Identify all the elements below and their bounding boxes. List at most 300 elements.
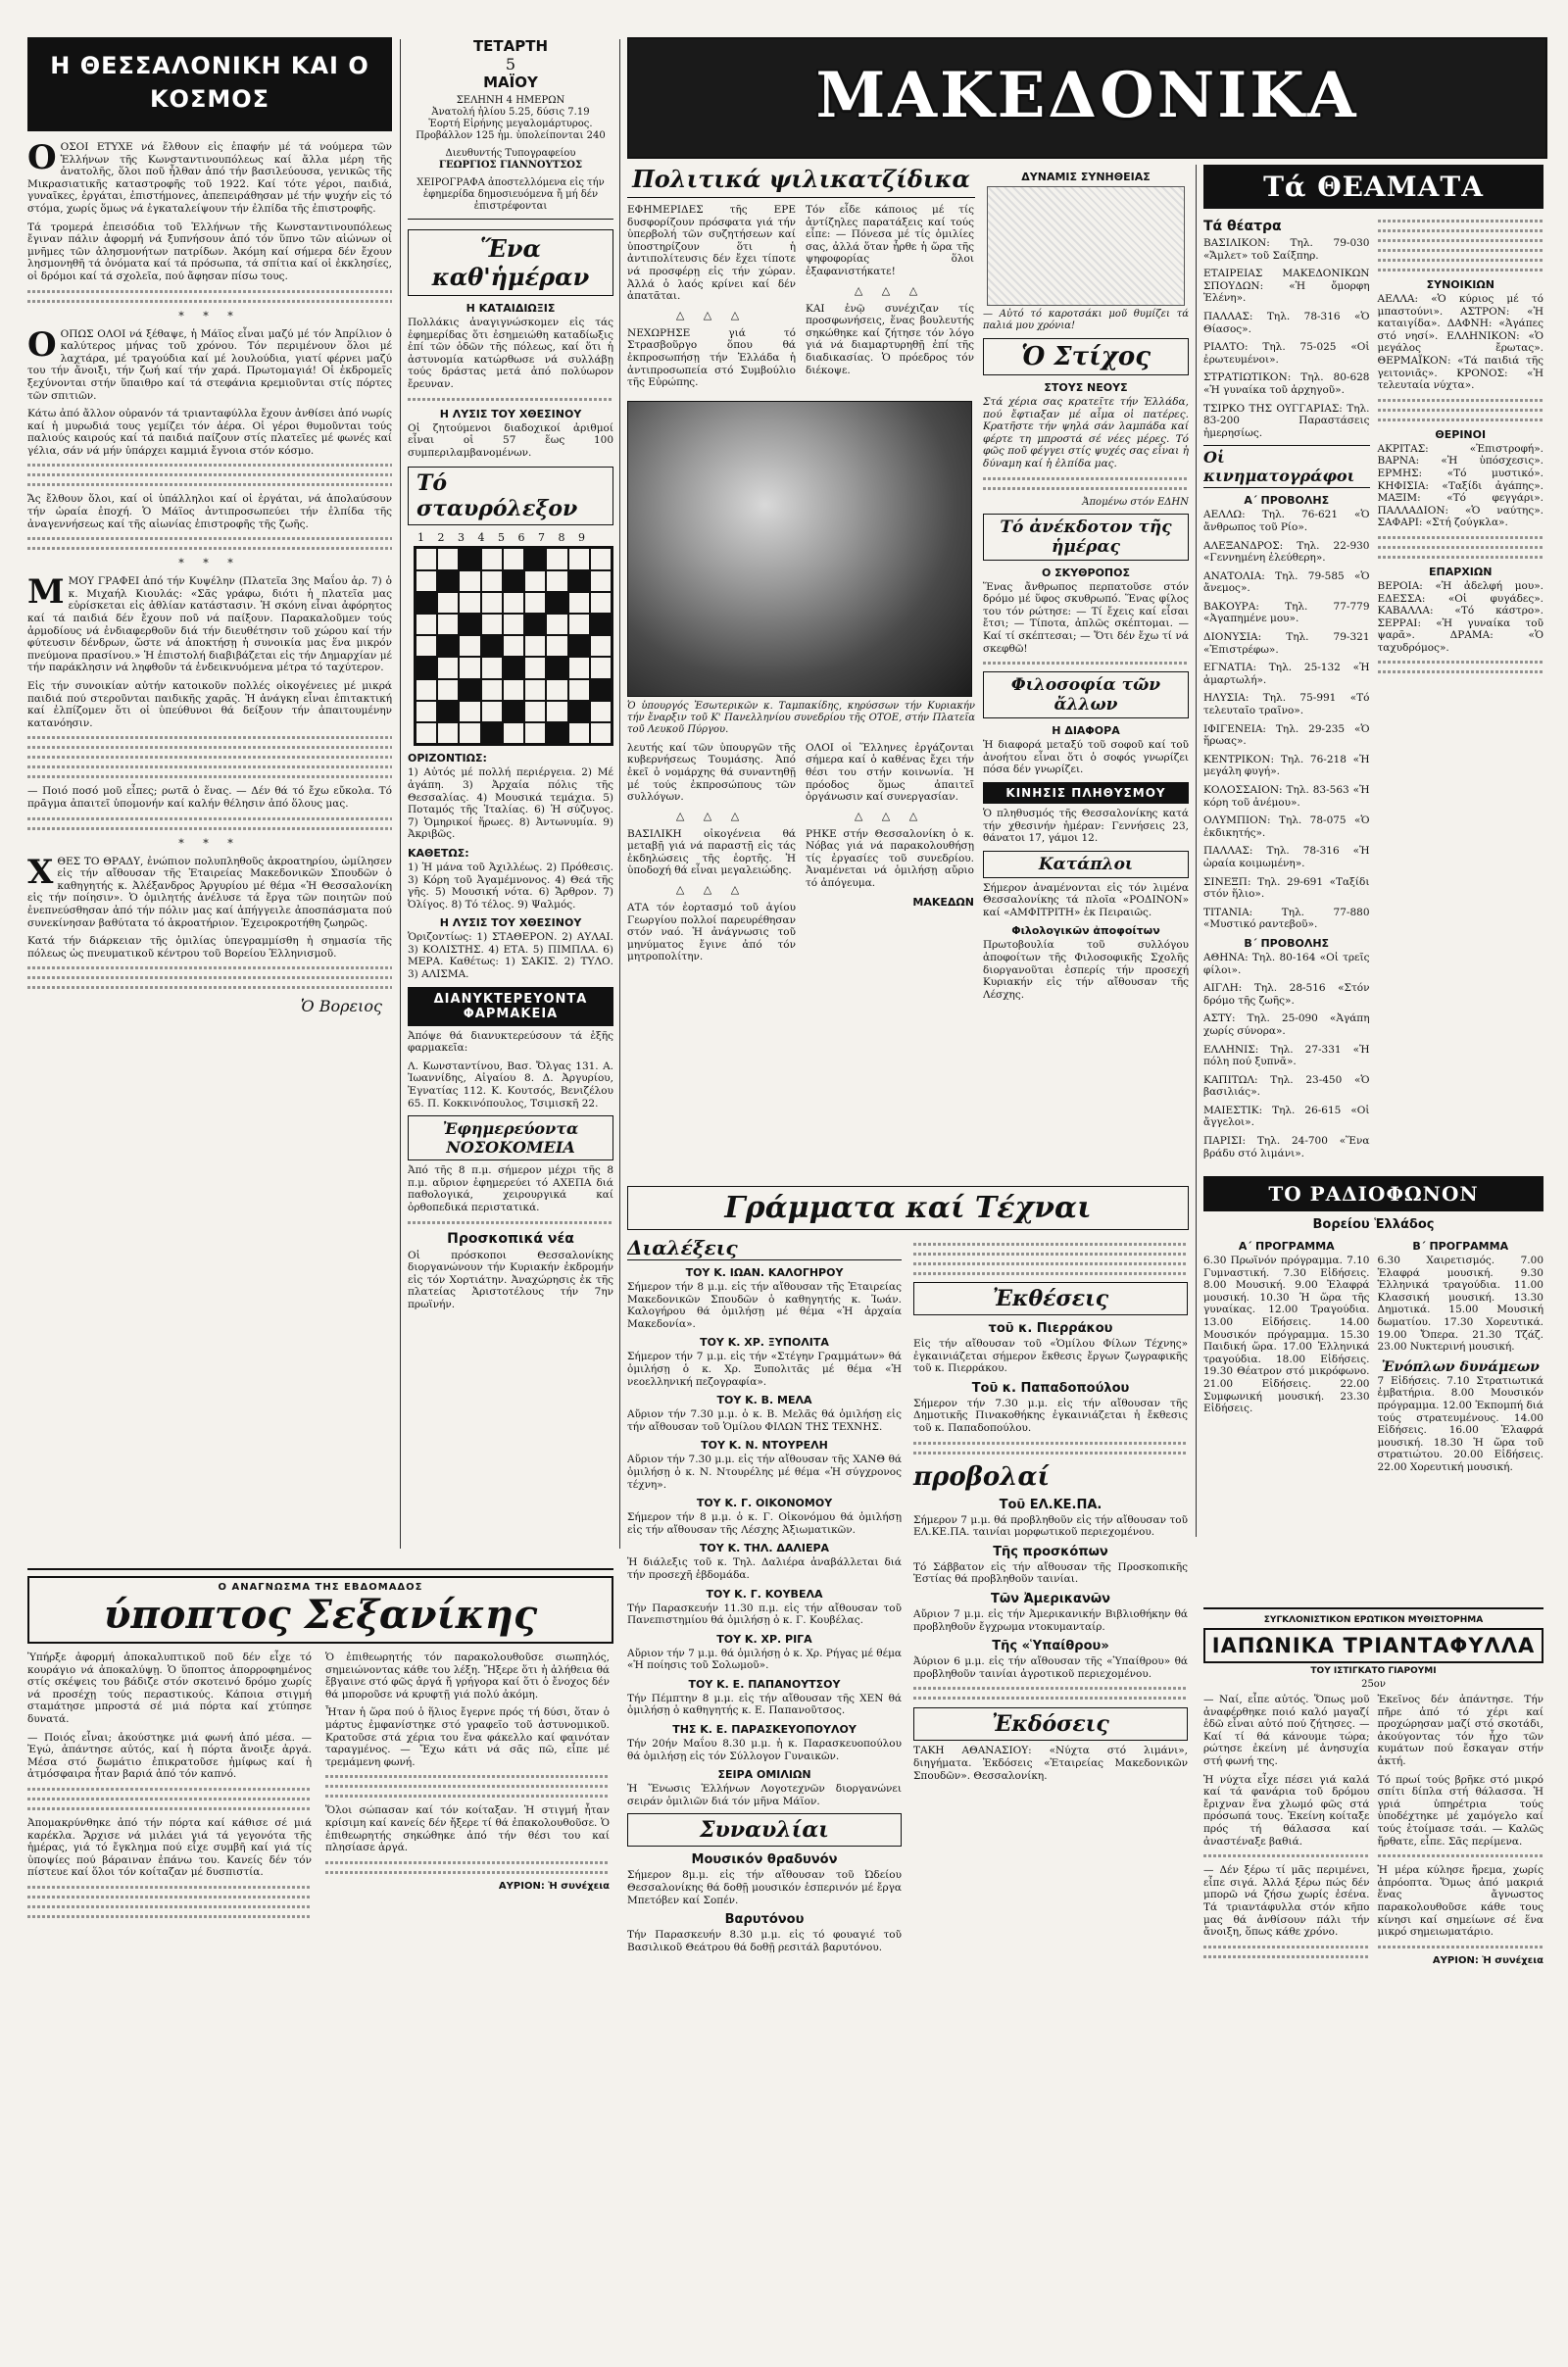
text-filler	[913, 1697, 1188, 1700]
screening-heading: Τῶν Ἀμερικανῶν	[991, 1591, 1110, 1606]
drop-cap: X	[27, 852, 54, 892]
theatre-entry: ΒΑΣΙΛΙΚΟΝ: Τηλ. 79-030 «Ἄμλετ» τοῦ Σαίξπηρ.	[1203, 237, 1370, 262]
text-filler	[27, 1915, 312, 1918]
date-number: 5	[505, 55, 516, 74]
concert-text: Τήν Παρασκευήν 8.30 μ.μ. εἰς τό φουαγιέ τοῦ Βασιλικοῦ Θεάτρου θά δοθῇ ρεσιτάλ βαρυτόνου.	[627, 1929, 902, 1953]
politics-section	[627, 165, 975, 1331]
theatres-list	[1203, 237, 1370, 439]
text-filler	[913, 1452, 1188, 1455]
politics-text: ΡΗΚΕ στήν Θεσσαλονίκη ὁ κ. Νόβας γιά νά παρακολουθήσῃ τίς ἐργασίες τοῦ συνεδρίου. Ἀναμένεται νά ὁμιλήσῃ αὔριο τό ἀπόγευμα.	[806, 827, 974, 890]
text-filler	[913, 1243, 1188, 1246]
text-filler	[27, 1905, 312, 1908]
cinema-entry: ΚΑΠΙΤΩΛ: Τηλ. 23-450 «Ὁ βασιλιάς».	[1203, 1073, 1370, 1099]
text-filler	[913, 1272, 1188, 1275]
text-filler	[27, 1896, 312, 1899]
article-paragraph	[27, 852, 392, 930]
text-filler	[1203, 1946, 1370, 1948]
masthead	[627, 37, 1547, 159]
cinema-entry: ΙΦΙΓΕΝΕΙΑ: Τηλ. 29-235 «Ὁ ἥρωας».	[1203, 722, 1370, 748]
daily-answer-label: Η ΛΥΣΙΣ ΤΟΥ ΧΘΕΣΙΝΟΥ	[439, 407, 582, 420]
cinema-entry: ΑΘΗΝΑ: Τηλ. 80-164 «Οἱ τρεῖς φίλοι».	[1203, 951, 1370, 976]
features-column	[983, 165, 1189, 1331]
article-paragraph	[27, 572, 392, 674]
weekly-col-right	[325, 1652, 610, 1925]
japan-header	[1203, 1615, 1544, 1690]
politics-signature: ΜΑΚΕΔΩΝ	[912, 895, 974, 909]
shows-col-left	[1203, 213, 1370, 1165]
hospitals-text: Ἀπό τῆς 8 π.μ. σήμερον μέχρι τῆς 8 π.μ. αὔριον ἐφημερεύει τό ΑΧΕΠΑ διά παθολογικά, χειρουργικά καί ὀρθοπεδικά περιστατικά.	[408, 1164, 613, 1213]
serial-text: Ἡ μέρα κύλησε ἤρεμα, χωρίς ἀπρόοπτα. Ὅμως ἀπό μακριά ἕνας ἄγνωστος παρακολουθοῦσε κάθε τους κίνησι καί σημείωνε σέ ἕνα μικρό σημειωματάριο.	[1377, 1864, 1544, 1939]
graduates-title: Φιλολογικῶν ἀποφοίτων	[1011, 924, 1160, 938]
serial-text: Ὅλοι σώπασαν καί τόν κοίταξαν. Ἡ στιγμή ἦταν κρίσιμη καί κανείς δέν ἤξερε τί θά ἐπακολουθοῦσε. Ὁ ἐπιθεωρητής σηκώθηκε ἀπό τήν θέσι του καί πλησίασε ἀργά.	[325, 1804, 610, 1854]
text-filler	[325, 1785, 610, 1788]
first-run-heading: Α΄ ΠΡΟΒΟΛΗΣ	[1244, 494, 1330, 508]
text-filler	[27, 827, 392, 830]
screening-heading: Τῆς προσκόπων	[993, 1544, 1108, 1559]
japan-col-right	[1378, 1694, 1544, 1966]
lecture-heading: ΤΟΥ Κ. ΙΩΑΝ. ΚΑΛΟΓΗΡΟΥ	[685, 1266, 844, 1279]
article-text: ΘΕΣ ΤΟ ΘΡΑΔΥ, ἐνώπιον πολυπληθοῦς ἀκροατηρίου, ὡμίλησεν εἰς τήν αἴθουσαν τῆς Ἑταιρείας Μακεδονικῶν Σπουδῶν ὁ καθηγητής κ. Ἀλέξανδρος Ἀργυρίου μέ θέμα «Ἡ Θεσσαλονίκη εἰς τήν ποίησιν». Ὁ ὁμιλητής ἀνέλυσε τά ἔργα τῶν ποιητῶν πού ἐνεπνεύσθησαν ἀπό τήν πόλιν μας καί ἀπήγγειλε ἀποσπάσματα πού συνεκίνησαν βαθύτατα τό ἀκροατήριον. Ἐχειροκροτήθη ζωηρῶς.	[27, 855, 392, 929]
daily-subtitle: Η ΚΑΤΑΙΔΙΩΞΙΣ	[466, 302, 556, 315]
lecture-text: Σήμερον τήν 8 μ.μ. ὁ κ. Γ. Οἰκονόμου θά ὁμιλήσῃ εἰς τήν αἴθουσαν τῆς Λέσχης Ἀξιωματικῶν.	[627, 1511, 902, 1536]
lecture-text: Ἡ διάλεξις τοῦ κ. Τηλ. Δαλιέρα ἀναβάλλεται διά τήν προσεχῆ ἑβδομάδα.	[627, 1556, 902, 1581]
program-b-heading: Β΄ ΠΡΟΓΡΑΜΜΑ	[1412, 1240, 1509, 1253]
lecture-heading: ΤΟΥ Κ. ΤΗΛ. ΔΑΛΙΕΡΑ	[699, 1542, 830, 1555]
japan-title: ΙΑΠΩΝΙΚΑ ΤΡΙΑΝΤΑΦΥΛΛΑ	[1203, 1628, 1544, 1663]
text-filler	[27, 756, 392, 759]
left-column	[27, 37, 392, 1552]
politics-text: λευτής καί τῶν ὑπουργῶν τῆς κυβερνήσεως Τουμάσης. Ἀπό ἐκεῖ ὁ νομάρχης θά συναντηθῇ μέ τούς ἐκπροσώπους τῶν συλλόγων.	[627, 741, 796, 804]
article-paragraph: — Ποιό ποσό μοῦ εἶπες; ρωτᾶ ὁ ἕνας. — Δέν θά τό ἔχω εὔκολα. Τό πρᾶγμα ἀπαιτεῖ ὑπομονήν καί καλήν θέλησιν ἀπό ὅλους μας.	[27, 785, 392, 810]
serial-text: Ἐκεῖνος δέν ἀπάντησε. Τήν πῆρε ἀπό τό χέρι καί προχώρησαν μαζί στό σκοτάδι, ἀκούγοντας τόν ἦχο τῶν κυμάτων πού ἔσκαγαν στήν ἀκτή.	[1377, 1694, 1544, 1767]
politics-bottom-columns	[627, 742, 975, 969]
text-filler	[1378, 546, 1544, 549]
section-separator: △ △ △	[675, 809, 748, 822]
concert-heading: Μουσικόν θραδυνόν	[691, 1852, 838, 1868]
text-filler	[1378, 229, 1544, 232]
lectures-title: Διαλέξεις	[627, 1236, 902, 1260]
graduates-text: Πρωτοβουλία τοῦ συλλόγου ἀποφοίτων τῆς Φιλοσοφικῆς Σχολῆς διοργανοῦται ἑσπερίς τήν προσεχή Κυριακήν εἰς τήν αἴθουσαν τῆς Λέσχης.	[983, 939, 1189, 1001]
text-filler	[325, 1775, 610, 1778]
cartoon-caption: — Αὐτό τό καροτσάκι μοῦ θυμίζει τά παλιά μου χρόνια!	[983, 309, 1189, 331]
cinema-entry: ΠΑΛΛΑΣ: Τηλ. 78-316 «Ἡ ὡραία κοιμωμένη».	[1203, 845, 1370, 869]
article-paragraph	[27, 324, 392, 403]
text-filler	[1378, 239, 1544, 242]
text-filler	[1378, 419, 1544, 421]
serial-text: Ἡ νύχτα εἶχε πέσει γιά καλά καί τά φανάρια τοῦ δρόμου ἔριχναν ἕνα χλωμό φῶς στά πρόσωπά τους. Ἐκείνη κοίταξε πρός τή θάλασσα καί ἀναστέναξε βαθιά.	[1203, 1773, 1370, 1848]
cinema-entry: ΑΣΤΥ: Τηλ. 25-090 «Ἀγάπη χωρίς σύνορα».	[1203, 1012, 1370, 1037]
anecdote-subtitle: Ο ΣΚΥΘΡΟΠΟΣ	[1041, 566, 1131, 579]
population-text: Ὁ πληθυσμός τῆς Θεσσαλονίκης κατά τήν χθεσινήν ἡμέραν: Γεννήσεις 23, θάνατοι 17, γάμοι 12.	[983, 807, 1189, 845]
date-info: Ἑορτή Εἰρήνης μεγαλομάρτυρος. Προβάλλον 125 ἡμ. ὑπολείπονται 240	[416, 119, 606, 141]
shows-title: Τά ΘΕΑΜΑΤΑ	[1203, 165, 1544, 209]
cinema-entry: ΑΝΑΤΟΛΙΑ: Τηλ. 79-585 «Ὁ ἄνεμος».	[1203, 569, 1370, 595]
text-filler	[27, 966, 392, 969]
poem-subtitle: ΣΤΟΥΣ ΝΕΟΥΣ	[1044, 381, 1128, 394]
politics-title: Πολιτικά ψιλικατζίδικα	[627, 165, 975, 198]
program-a-text: 6.30 Πρωϊνόν πρόγραμμα. 7.10 Γυμναστική. 7.30 Εἰδήσεις. 8.00 Μουσική. 9.00 Ἐλαφρά μουσική. 10.30 Ἡ ὥρα τῆς γυναίκας. 12.00 Τραγούδια. 13.00 Εἰδήσεις. 14.00 Μουσικόν πρόγραμμα. 15.30 Παιδική ὥρα. 17.00 Ἑλληνικά τραγούδια. 18.00 Εἰδήσεις. 19.30 Θέατρον στό μικρόφωνο. 21.00 Εἰδήσεις. 22.00 Συμφωνική μουσική. 23.30 Εἰδήσεις.	[1203, 1255, 1370, 1415]
text-filler	[27, 775, 392, 778]
exhibitions-title: Ἐκθέσεις	[913, 1282, 1188, 1315]
text-filler	[27, 1788, 312, 1791]
text-filler	[1378, 249, 1544, 252]
section-header-text: Η ΘΕΣΣΑΛΟΝΙΚΗ ΚΑΙ Ο ΚΟΣΜΟΣ	[50, 52, 369, 113]
second-run-heading: Β΄ ΠΡΟΒΟΛΗΣ	[1244, 936, 1330, 950]
radio-title: ΤΟ ΡΑΔΙΟΦΩΝΟΝ	[1203, 1176, 1544, 1211]
lecture-text: Σήμερον τήν 7 μ.μ. εἰς τήν «Στέγην Γραμμάτων» θά ὁμιλήσῃ ὁ κ. Χρ. Ξυπολιτᾶς μέ θέμα «Ἡ νεοελληνική πεζογραφία».	[627, 1351, 902, 1388]
cinemas-heading: Οἱ κινηματογράφοι	[1203, 445, 1370, 488]
suburbs-heading: ΣΥΝΟΙΚΙΩΝ	[1426, 278, 1494, 291]
publications-title: Ἐκδόσεις	[913, 1707, 1188, 1741]
anecdote-text: Ἕνας ἄνθρωπος περπατοῦσε στόν δρόμο μέ ὕφος σκυθρωπό. Ἕνας φίλος του τόν ρώτησε: — Τί ἔχεις καί εἶσαι ἔτσι; — Τίποτα, ἀπλῶς σκέπτομαι. — Καί τί σκέπτεσαι; — Ὅτι δέν ἔχω τί νά σκεφθῶ!	[983, 580, 1189, 655]
poem-title: Ὁ Στίχος	[983, 338, 1189, 375]
screenings-title: προβολαί	[913, 1461, 1051, 1492]
poem-author: Ἀπομένω στόν ΕΔΗΝ	[1082, 496, 1189, 508]
events-column	[913, 1236, 1188, 1959]
crossword-title: Τό σταυρόλεξον	[408, 467, 613, 525]
serial-text: Ὁ ἐπιθεωρητής τόν παρακολουθοῦσε σιωπηλός, σημειώνοντας κάθε του λέξη. Ἤξερε ὅτι ἡ ἀλήθεια θά ἔβγαινε στό φῶς ἀργά ἤ γρήγορα καί ὅτι ὁ ἔνοχος δέν θά μποροῦσε νά κρυφτῇ γιά πολύ ἀκόμη.	[325, 1652, 610, 1701]
lecture-text: Σήμερον τήν 8 μ.μ. εἰς τήν αἴθουσαν τῆς Ἑταιρείας Μακεδονικῶν Σπουδῶν ὁ καθηγητής κ. Ἰωάν. Καλογήρου θά ὁμιλήσῃ μέ θέμα «Ἡ ἀρχαία Μακεδονία».	[627, 1281, 902, 1330]
politics-text: ΝΕΧΩΡΗΣΕ γιά τό Στρασβοῦργο ὅπου θά ἐκπροσωπήσῃ τήν Ἑλλάδα ἡ ἀντιπροσωπεία στό Συμβούλιο τῆς Εὐρώπης.	[627, 326, 796, 389]
daily-title: Ἕνα καθ'ἡμέραν	[408, 229, 613, 296]
text-filler	[325, 1871, 610, 1874]
crossword-down-clues: 1) Ἡ μάνα τοῦ Ἀχιλλέως. 2) Πρόθεσις. 3) Κόρη τοῦ Ἀγαμέμνονος. 4) Θεά τῆς γῆς. 5) Μουσική νότα. 6) Ἄρθρον. 7) Ὀλίγος. 8) Τό τέλος. 9) Ψαλμός.	[408, 861, 613, 911]
section-separator: * * *	[178, 309, 241, 322]
text-filler	[913, 1442, 1188, 1445]
japan-kicker: ΣΥΓΚΛΟΝΙΣΤΙΚΟΝ ΕΡΩΤΙΚΟΝ ΜΥΘΙΣΤΟΡΗΜΑ	[1263, 1615, 1484, 1625]
text-filler	[408, 398, 613, 401]
serial-text: Ὑπήρξε ἀφορμή ἀποκαλυπτικοῦ ποῦ δέν εἶχε τό κουράγιο νά ἀποκαλύψῃ. Ὁ ὕποπτος ἀπορροφημένος στίς σκέψεις του βάδιζε στόν σκοτεινό δρόμο χωρίς νά προσέχῃ τούς περαστικούς. Κάποια στιγμή σταμάτησε μπροστά σέ μιά πόρτα καί χτύπησε δυνατά.	[27, 1652, 312, 1725]
screening-heading: Τοῦ ΕΛ.ΚΕ.ΠΑ.	[999, 1497, 1102, 1512]
lecture-text: Τήν Παρασκευήν 11.30 π.μ. εἰς τήν αἴθουσαν τοῦ Πανεπιστημίου θά ὁμιλήσῃ ὁ κ. Γ. Κουβέλας.	[627, 1602, 902, 1627]
masthead-title: ΜΑΚΕΔΟΝΙΚΑ	[815, 59, 1359, 132]
serial-text: — Ναί, εἶπε αὐτός. Ὅπως μοῦ ἀναφέρθηκε ποιό καλό μαγαζί ἐδῶ εἶναι αὐτό πού ζήτησες. — Καί τί θά κάνουμε τώρα; ρώτησε ἐκείνη μέ ἀνησυχία στή φωνή της.	[1203, 1694, 1370, 1767]
letters-arts-title: Γράμματα καί Τέχναι	[627, 1186, 1189, 1230]
japan-author: ΤΟΥ ΙΣΤΙΓΚΑΤΟ ΓΙΑΡΟΥΜΙ	[1310, 1666, 1437, 1676]
section-header-thessaloniki	[27, 37, 392, 131]
cinema-entry: ΑΙΓΛΗ: Τηλ. 28-516 «Στόν δρόμο τῆς ζωῆς».	[1203, 982, 1370, 1007]
weekly-title: ύποπτος Σεξανίκης	[103, 1592, 538, 1638]
theatre-entry: ΕΤΑΙΡΕΙΑΣ ΜΑΚΕΔΟΝΙΚΩΝ ΣΠΟΥΔΩΝ: «Ἡ ὄμορφη Ἑλένη».	[1203, 268, 1370, 305]
ships-title: Κατάπλοι	[983, 851, 1189, 878]
armed-forces-heading: Ἐνόπλων δυνάμεων	[1381, 1358, 1540, 1375]
text-filler	[27, 1886, 312, 1889]
column-rule	[1196, 165, 1197, 1537]
article-paragraph: Τά τρομερά ἐπεισόδια τοῦ Ἑλλήνων τῆς Κωνσταντινουπόλεως ἔγιναν πάλιν ἀφορμή νά ξυπνήσουν ἀπό τόν ὕπνο τῶν αἰώνων οἱ μνῆμες τῶν ἀλησμονήτων πατρίδων. Ἀκόμη καί σήμερα δέν ἔχουν λησμονηθῆ τά ὀνόματα καί τά πρόσωπα, τά σπίτια καί οἱ ἐκκλησίες, οἱ δρόμοι καί τά σχολεῖα, πού ἄφησαν πίσω τους.	[27, 221, 392, 282]
daily-answer: Οἱ ζητούμενοι διαδοχικοί ἀριθμοί εἶναι οἱ 57 ἕως 100 συμπεριλαμβανομένων.	[408, 421, 613, 459]
text-filler	[27, 483, 392, 486]
serial-continues: ΑΥΡΙΟΝ: Ἡ συνέχεια	[498, 1880, 610, 1892]
crossword-across-clues: 1) Αὐτός μέ πολλή περιέργεια. 2) Μέ ἀγάπη. 3) Ἀρχαία πόλις τῆς Θεσσαλίας. 4) Μουσικά τεμάχια. 5) Ποταμός τῆς Ἰταλίας. 6) Ἡ σύζυγος. 7) Ὁμηρικοί ἥρωες. 8) Ἀντωνυμία. 9) Ἀκριβῶς.	[408, 766, 613, 841]
daily-text: Πολλάκις ἀναγιγνώσκομεν εἰς τάς ἐφημερίδας ὅτι ἐσημειώθη καταδίωξις ἐπί τῶν ὁδῶν τῆς πόλεως, καί ὅτι ἡ ἀστυνομία κατώρθωσε νά συλλάβῃ τούς δράστας μετά ἀπό πολύωρον ἔρευναν.	[408, 317, 613, 390]
cinema-entry: ΚΟΛΟΣΣΑΙΟΝ: Τηλ. 83-563 «Ἡ κόρη τοῦ ἀνέμου».	[1203, 784, 1370, 809]
serial-text: Ἦταν ἡ ὥρα πού ὁ ἥλιος ἔγερνε πρός τή δύσι, ὅταν ὁ μάρτυς ἐμφανίστηκε στό γραφεῖο τοῦ ἀστυνομικοῦ. Κρατοῦσε στά χέρια του ἕνα φάκελλο καί φαινόταν ταραγμένος. — Ἔχω κάτι νά σᾶς πῶ, εἶπε μέ τρεμάμενη φωνή.	[325, 1706, 610, 1768]
text-filler	[983, 487, 1189, 490]
concert-text: Σήμερον 8μ.μ. εἰς τήν αἴθουσαν τοῦ Ὠδείου Θεσσαλονίκης θά δοθῇ μουσικόν ἑσπερινόν μέ ἔργα Μπετόβεν καί Σοπέν.	[627, 1869, 902, 1906]
date-sun: Ἀνατολή ἡλίου 5.25, δύσις 7.19	[431, 107, 590, 118]
theatre-entry: ΤΣΙΡΚΟ ΤΗΣ ΟΥΓΓΑΡΙΑΣ: Τηλ. 83-200 Παραστάσεις ἡμερησίως.	[1203, 402, 1370, 439]
lecture-heading: ΤΟΥ Κ. ΧΡ. ΡΙΓΑ	[716, 1632, 812, 1646]
serial-text: — Δέν ξέρω τί μᾶς περιμένει, εἶπε σιγά. Ἀλλά ξέρω πώς δέν μπορῶ νά ζήσω χωρίς ἐσένα. Τά τριαντάφυλλα στόν κῆπο μας θά ἀνθίσουν πάλι τήν ἄνοιξη, ὅπως κάθε χρόνο.	[1203, 1864, 1370, 1939]
anecdote-title: Τό ἀνέκδοτον τῆς ἡμέρας	[983, 514, 1189, 561]
habit-title: ΔΥΝΑΜΙΣ ΣΥΝΗΘΕΙΑΣ	[1021, 171, 1151, 183]
hospitals-title: Ἐφημερεύοντα ΝΟΣΟΚΟΜΕΙΑ	[408, 1115, 613, 1160]
editor-name: ΓΕΩΡΓΙΟΣ ΓΙΑΝΝΟΥΤΣΟΣ	[438, 160, 583, 171]
cinema-entry: ΠΑΡΙΣΙ: Τηλ. 24-700 «Ἕνα βράδυ στό λιμάνι».	[1203, 1135, 1370, 1159]
letters-arts-section	[627, 1186, 1189, 2342]
text-filler	[27, 473, 392, 476]
middle-left-column	[408, 37, 613, 1552]
politics-text: ΟΛΟΙ οἱ Ἕλληνες ἐργάζονται σήμερα καί ὁ καθένας ἔχει τήν θέσι του στήν κοινωνία. Ἡ πρόοδος ὅμως ἀπαιτεῖ ὀργάνωσιν καί συνεργασίαν.	[806, 741, 974, 804]
shows-col-right	[1378, 213, 1544, 1165]
cinema-entry: ΑΛΕΞΑΝΔΡΟΣ: Τηλ. 22-930 «Γεννημένη ἐλεύθερη».	[1203, 539, 1370, 565]
text-filler	[1378, 1854, 1544, 1857]
radio-col-right	[1378, 1234, 1544, 1480]
screening-heading: Τῆς «Ὑπαίθρου»	[992, 1639, 1109, 1654]
cinema-entry: ΚΕΝΤΡΙΚΟΝ: Τηλ. 76-218 «Ἡ μεγάλη φυγή».	[1203, 753, 1370, 778]
letters-columns	[627, 1236, 1189, 1959]
cinema-entry: ΤΙΤΑΝΙΑ: Τηλ. 77-880 «Μυστικό ραντεβοῦ».	[1203, 906, 1370, 931]
text-filler	[408, 1221, 613, 1224]
cinema-entry: ΒΑΚΟΥΡΑ: Τηλ. 77-779 «Ἀγαπημένε μου».	[1203, 600, 1370, 625]
article-paragraph: Ἄς ἔλθουν ὅλοι, καί οἱ ὑπάλληλοι καί οἱ ἐργάται, νά ἀπολαύσουν τήν ὡραία ἐποχή. Ὁ Μάϊος ἀντιπροσωπεύει τήν ἐλπίδα τῆς ἀναγεννήσεως καί τῆς αἰωνίας ἐπιστροφῆς τῆς ζωῆς.	[27, 493, 392, 530]
text-filler	[913, 1253, 1188, 1256]
province-heading: ΕΠΑΡΧΙΩΝ	[1429, 565, 1493, 578]
lecture-heading: ΤΟΥ Κ. Γ. ΟΙΚΟΝΟΜΟΥ	[696, 1497, 833, 1510]
population-title: ΚΙΝΗΣΙΣ ΠΛΗΘΥΣΜΟΥ	[983, 782, 1189, 804]
column-rule	[619, 39, 620, 1549]
article-paragraph: Εἰς τήν συνοικίαν αὐτήν κατοικοῦν πολλές οἰκογένειες μέ μικρά παιδιά πού στεροῦνται παιδικῆς χαρᾶς. Ἡ ἀνάγκη εἶναι ἐπιτακτική καί ἐλπίζομεν ὅτι οἱ ὑπεύθυνοι θά δείξουν τήν ἀπαιτουμένην κατανόησιν.	[27, 680, 392, 729]
politics-col-2	[806, 204, 974, 395]
screening-text: Τό Σάββατον εἰς τήν αἴθουσαν τῆς Προσκοπικῆς Ἑστίας θά προβληθοῦν ταινίαι.	[913, 1560, 1188, 1586]
column-signature: Ὁ Βορειος	[300, 997, 382, 1016]
editor-label: Διευθυντής Τυπογραφείου	[445, 148, 576, 159]
politics-text: ΑΤΑ τόν ἑορτασμό τοῦ ἁγίου Γεωργίου πολλοί παρευρέθησαν στόν ναό. Ἡ ἀνάγνωσις τοῦ μηνύματος ἔγινε ἀπό τόν μητροπολίτην.	[627, 902, 796, 963]
text-filler	[1378, 269, 1544, 271]
philosophy-text: Ἡ διαφορά μεταξύ τοῦ σοφοῦ καί τοῦ ἀνοήτου εἶναι ὅτι ὁ σοφός γνωρίζει πόσα δέν γνωρίζει.	[983, 739, 1189, 776]
exhibition-heading: τοῦ κ. Πιερράκου	[988, 1321, 1113, 1336]
section-separator: △ △ △	[675, 883, 748, 897]
lecture-text: Τήν Πέμπτην 8 μ.μ. εἰς τήν αἴθουσαν τῆς ΧΕΝ θά ὁμιλήσῃ ὁ καθηγητής κ. Ε. Παπανοῦτσος.	[627, 1692, 902, 1717]
summer-heading: ΘΕΡΙΝΟΙ	[1435, 427, 1487, 441]
manuscripts-notice: ΧΕΙΡΟΓΡΑΦΑ ἀποστελλόμενα εἰς τήν ἐφημερίδα δημοσιευόμενα ἤ μή δέν ἐπιστρέφονται	[416, 177, 605, 212]
section-separator: △ △ △	[854, 809, 926, 822]
cinema-entry: ΜΑΙΕΣΤΙΚ: Τηλ. 26-615 «Οἱ ἄγγελοι».	[1203, 1104, 1370, 1129]
screening-text: Ἀύριον 6 μ.μ. εἰς τήν αἴθουσαν τῆς «Ὑπαίθρου» θά προβληθοῦν ταινίαι ἀγροτικοῦ περιεχομένου.	[913, 1655, 1188, 1680]
serial-text: — Ποιός εἶναι; ἀκούστηκε μιά φωνή ἀπό μέσα. — Ἐγώ, ἀπάντησε αὐτός, καί ἡ πόρτα ἄνοιξε ἀργά. Μέσα στό δωμάτιο ἐπικρατοῦσε ἡμίφως καί ἡ ἀτμόσφαιρα ἦταν βαριά ἀπό τόν καπνό.	[27, 1731, 312, 1781]
column-rule	[400, 39, 401, 1549]
article-text: ΜΟΥ ΓΡΑΦΕΙ ἀπό τήν Κυψέλην (Πλατεῖα 3ης Μαΐου ἀρ. 7) ὁ κ. Μιχαήλ Κιουλάς: «Σᾶς γράφω, διότι ἡ πλατεῖα μας εὑρίσκεται εἰς ἀθλίαν κατάστασιν. Ἡ σκόνη εἶναι ἀφόρητος καί τά παιδιά δέν ἔχουν ποῦ νά παίξουν. Παρακαλοῦμεν τούς ἁρμοδίους νά ἐνδιαφερθοῦν διά τήν διευθέτησιν τοῦ χώρου καί τήν φύτευσιν δένδρων, ὥστε νά ἀποκτήσῃ ἡ συνοικία μας ἕνα μικρόν πνεύμονα πρασίνου.» Ἡ ἐπιστολή διαβιβάζεται εἰς τήν Δημαρχίαν μέ τήν παράκλησιν νά ληφθοῦν τά ἐνδεικνυόμενα μέτρα τό ταχύτερον.	[27, 575, 392, 674]
text-filler	[1378, 536, 1544, 539]
crossword-answer: Ὁριζοντίως: 1) ΣΤΑΘΕΡΟΝ. 2) ΑΥΛΑΙ. 3) ΚΟΛΙΣΤΗΣ. 4) ΕΤΑ. 5) ΠΙΜΠΛΑ. 6) ΜΕΡΑ. Καθέτως: 1) ΣΑΚΙΣ. 2) ΤΥΛΟ. 3) ΑΛΙΣΜΑ.	[408, 931, 613, 981]
date-day: ΤΕΤΑΡΤΗ	[472, 37, 549, 55]
weekly-kicker: Ο ΑΝΑΓΝΩΣΜΑ ΤΗΣ ΕΒΔΟΜΑΔΟΣ	[218, 1582, 423, 1593]
lecture-heading: ΤΟΥ Κ. ΧΡ. ΞΥΠΟΛΙΤΑ	[700, 1336, 829, 1350]
exhibition-text: Εἰς τήν αἴθουσαν τοῦ «Ὁμίλου Φίλων Τέχνης» ἐγκαινιάζεται σήμερον ἔκθεσις ἔργων ζωγραφικῆς τοῦ κ. Πιερράκου.	[913, 1338, 1188, 1375]
crossword-numbers: 1 2 3 4 5 6 7 8 9	[417, 531, 590, 545]
poem-text: Στά χέρια σας κρατεῖτε τήν Ἑλλάδα, πού ἔφτιαξαν μέ αἷμα οἱ πατέρες. Κρατῆστε τήν ψηλά σάν λαμπάδα καί φέρτε τη μπροστά σέ νέες μέρες. Τό φῶς ποῦ φέγγει στίς ψυχές σας εἶναι ἡ δύναμη καί ἡ ἐλπίδα μας.	[983, 396, 1189, 469]
exhibition-heading: Τοῦ κ. Παπαδοπούλου	[971, 1380, 1130, 1396]
photo-caption: Ὁ ὑπουργός Ἐσωτερικῶν κ. Ταμπακίδης, κηρύσσων τήν Κυριακήν τήν ἔναρξιν τοῦ Κ' Πανελληνίου συνεδρίου τῆς ΟΤΟΕ, στήν Πλατεῖα τοῦ Λευκοῦ Πύργου.	[627, 700, 975, 735]
program-b-text: 6.30 Χαιρετισμός. 7.00 Ἐλαφρά μουσική. 9.30 Ἑλληνικά τραγούδια. 11.00 Κλασσική μουσική. 13.30 Δημοτικά. 15.00 Μουσική δωματίου. 17.30 Χορευτικά. 19.00 Ὄπερα. 21.30 Τζάζ. 23.00 Νυκτερινή μουσική.	[1377, 1255, 1544, 1354]
text-filler	[1378, 220, 1544, 222]
text-filler	[27, 736, 392, 739]
concert-heading: Βαρυτόνου	[724, 1912, 805, 1928]
politics-top-columns	[627, 204, 975, 395]
politics-col-3	[627, 742, 796, 969]
ships-text: Σήμερον ἀναμένονται εἰς τόν λιμένα Θεσσαλονίκης τά πλοῖα «ΡΟΔΙΝΟΝ» καί «ΑΜΦΙΤΡΙΤΗ» ἐκ Πειραιῶς.	[983, 881, 1189, 918]
concerts-title: Συναυλίαι	[627, 1813, 902, 1847]
article-text: ΟΠΩΣ ΟΛΟΙ νά ξέθαψε, ἡ Μάϊος εἶναι μαζύ μέ τόν Ἀπρίλιον ὁ καλύτερος μήνας τοῦ χρόνου. Τόν περιμένουν ὅλοι μέ λαχτάρα, μέ τραγούδια καί μέ λουλούδια, γιατί φέρνει μαζύ του τήν ἄνοιξι, τήν ζωή καί τήν χαρά. Πρωτομαγιά! Οἱ ἐκδρομεῖς ξεχύνονται στήν ὕπαιθρο καί τά στεφάνια κρεμιοῦνται στίς πόρτες τῶν σπιτιῶν.	[27, 327, 392, 402]
section-separator: △ △ △	[854, 283, 926, 297]
lecture-heading: ΤΟΥ Κ. Γ. ΚΟΥΒΕΛΑ	[706, 1587, 823, 1601]
drop-cap: O	[27, 324, 57, 365]
text-filler	[983, 662, 1189, 665]
section-separator: * * *	[178, 836, 241, 850]
lecture-heading: ΤΟΥ Κ. Ν. ΝΤΟΥΡΕΛΗ	[701, 1439, 828, 1453]
text-filler	[27, 817, 392, 820]
politics-text: ΕΦΗΜΕΡΙΔΕΣ τῆς ΕΡΕ δυσφορίζουν πρόσφατα γιά τήν ὑπερβολή τῶν συζητήσεων καί ὑποστηρίζουν ὅτι ἡ ἀντιπολίτευσις δέν ἔχει τίποτε νά προσφέρῃ εἰς τήν χώραν. Ἀλλά ὁ λαός κρίνει καί δέν ἀπατᾶται.	[627, 204, 796, 303]
radio-columns	[1203, 1234, 1544, 1480]
text-filler	[27, 1798, 312, 1800]
minister-photo	[627, 401, 972, 697]
text-filler	[1378, 409, 1544, 412]
text-filler	[1203, 1854, 1370, 1857]
theatre-entry: ΣΤΡΑΤΙΩΤΙΚΟΝ: Τηλ. 80-628 «Ἡ γυναίκα τοῦ ἀρχηγοῦ».	[1203, 371, 1370, 396]
text-filler	[27, 765, 392, 768]
text-filler	[27, 976, 392, 979]
article-text: ΟΣΟΙ ΕΤΥΧΕ νά ἔλθουν εἰς ἐπαφήν μέ τά νούμερα τῶν Ἑλλήνων τῆς Κωνσταντινουπόλεως καί ἄλλα μέρη τῆς ἀνατολῆς, ὅλοι ποῦ ἦλθαν ἀπό τήν βασιλεύουσα, γενικῶς τῆς Μικρασιατικῆς καταστροφῆς τοῦ 1922. Καί τότε γέροι, παιδιά, γυναῖκες, ἐργάται, ἐπιστήμονες, ἀπεπειράθησαν μέ τήν ψυχήν εἰς τό στόμα, χωρίς ὅμως νά ἐγκαταλείψουν τήν ἐλπίδα τῆς ἐπιστροφῆς.	[27, 141, 392, 215]
drop-cap: O	[27, 138, 57, 177]
lectures-column	[627, 1236, 902, 1959]
text-filler	[27, 986, 392, 989]
section-separator: △ △ △	[675, 308, 748, 321]
screening-text: Αὔριον 7 μ.μ. εἰς τήν Ἀμερικανικήν Βιβλιοθήκην θά προβληθοῦν ἔγχρωμα ντοκυμανταίρ.	[913, 1607, 1188, 1633]
section-separator: * * *	[178, 557, 241, 570]
japan-col-left	[1203, 1694, 1370, 1966]
text-filler	[1203, 1955, 1370, 1958]
lecture-text: Αὔριον τήν 7.30 μ.μ. ὁ κ. Β. Μελᾶς θά ὁμιλήσῃ εἰς τήν αἴθουσαν τοῦ Ὁμίλου ΦΙΛΩΝ ΤΗΣ ΤΕΧΝΗΣ.	[627, 1408, 902, 1433]
province-list: ΒΕΡΟΙΑ: «Ἡ ἀδελφή μου». ΕΔΕΣΣΑ: «Οἱ φυγάδες». ΚΑΒΑΛΛΑ: «Τό κάστρο». ΣΕΡΡΑΙ: «Ἡ γυναίκα τοῦ ψαρᾶ». ΔΡΑΜΑ: «Ὁ ταχυδρόμος».	[1377, 579, 1544, 654]
crossword-down-label: ΚΑΘΕΤΩΣ:	[408, 846, 469, 860]
lecture-text: Αὔριον τήν 7 μ.μ. θά ὁμιλήσῃ ὁ κ. Χρ. Ρήγας μέ θέμα «Ἡ ποίησις τοῦ Σολωμοῦ».	[627, 1647, 902, 1672]
lecture-heading: ΣΕΙΡΑ ΟΜΙΛΙΩΝ	[717, 1768, 811, 1782]
text-filler	[1378, 399, 1544, 402]
lecture-heading: ΤΗΣ Κ. Ε. ΠΑΡΑΣΚΕΥΟΠΟΥΛΟΥ	[672, 1723, 857, 1737]
text-filler	[1378, 661, 1544, 664]
exhibition-text: Σήμερον τήν 7.30 μ.μ. εἰς τήν αἴθουσαν τῆς Δημοτικῆς Πινακοθήκης ἐγκαινιάζεται ἡ ἔκθεσις τοῦ κ. Παπαδοπούλου.	[913, 1397, 1188, 1434]
crossword-grid	[414, 546, 613, 746]
japanese-roses-serial	[1203, 1607, 1544, 2344]
text-filler	[913, 1262, 1188, 1265]
politics-col-4	[806, 742, 974, 969]
theatre-entry: ΡΙΑΛΤΟ: Τηλ. 75-025 «Οἱ ἐρωτευμένοι».	[1203, 341, 1370, 366]
lecture-text: Αὔριον τήν 7.30 μ.μ. εἰς τήν αἴθουσαν τῆς ΧΑΝΘ θά ὁμιλήσῃ ὁ κ. Ν. Ντουρέλης μέ θέμα «Ἡ σύγχρονος τέχνη».	[627, 1454, 902, 1491]
pharmacies-list: Λ. Κωνσταντίνου, Βασ. Ὄλγας 131. Α. Ἰωαννίδης, Αἰγαίου 8. Δ. Ἀργυρίου, Ἐγνατίας 112. Κ. Κουτσός, Βενιζέλου 65. Π. Κοκκινόπουλος, Τσιμισκῆ 22.	[408, 1060, 613, 1110]
date-moon: ΣΕΛΗΝΗ 4 ΗΜΕΡΩΝ	[456, 95, 565, 106]
drop-cap: M	[27, 572, 65, 613]
text-filler	[325, 1861, 610, 1864]
text-filler	[1378, 556, 1544, 559]
lecture-heading: ΤΟΥ Κ. Β. ΜΕΛΑ	[716, 1394, 812, 1407]
text-filler	[27, 547, 392, 550]
radio-station: Βορείου Ἑλλάδος	[1312, 1217, 1435, 1232]
lecture-text: Τήν 20ήν Μαΐου 8.30 μ.μ. ἡ κ. Παρασκευοπούλου θά ὁμιλήσῃ εἰς τόν Σύλλογον Γυναικῶν.	[627, 1738, 902, 1762]
article-paragraph: Κάτω ἀπό ἄλλον οὐρανόν τά τριανταφύλλα ἔχουν ἀνθίσει ἀπό νωρίς καί ἡ μυρωδιά τους γεμίζει τόν ἀέρα. Οἱ γέροι θυμοῦνται τούς παλιούς καιρούς καί τά παιδιά παίζουν στίς πλατεῖες μέ φωνές καί γέλια, σάν νά μήν ὑπάρχει καμμιά ἔγνοια στόν κόσμο.	[27, 408, 392, 457]
serial-text: Τό πρωί τούς βρῆκε στό μικρό σπίτι δίπλα στή θάλασσα. Ἡ γριά ὑπηρέτρια τούς ὑποδέχτηκε μέ χαμόγελο καί τούς ἑτοίμασε τσάι. — Καλῶς ἤρθατε, εἶπε. Σᾶς περίμενα.	[1377, 1773, 1544, 1848]
politics-col-1	[627, 204, 796, 395]
text-filler	[1378, 1946, 1544, 1948]
text-filler	[325, 1795, 610, 1798]
pharmacies-title: ΔΙΑΝΥΚΤΕΡΕΥΟΝΤΑ ΦΑΡΜΑΚΕΙΑ	[408, 987, 613, 1026]
cinema-entry: ΕΓΝΑΤΙΑ: Τηλ. 25-132 «Ἡ ἁμαρτωλή».	[1203, 662, 1370, 686]
cinema-entry: ΕΛΛΗΝΙΣ: Τηλ. 27-331 «Ἡ πόλη πού ξυπνᾶ».	[1203, 1043, 1370, 1068]
politics-text: ΒΑΣΙΛΙΚΗ οἰκογένεια θά μεταβῇ γιά νά παραστῇ εἰς τάς ἐκδηλώσεις τῆς ἑορτῆς. Ἡ ὑποδοχή θά εἶναι μεγαλειώδης.	[627, 827, 796, 877]
lecture-text: Ἡ Ἕνωσις Ἑλλήνων Λογοτεχνῶν διοργανώνει σειράν ὁμιλιῶν διά τόν μῆνα Μάϊον.	[627, 1783, 902, 1807]
text-filler	[27, 746, 392, 749]
date-box	[408, 37, 613, 220]
publications-text: ΤΑΚΗ ΑΘΑΝΑΣΙΟΥ: «Νύχτα στό λιμάνι», διηγήματα. Ἐκδόσεις «Ἑταιρείας Μακεδονικῶν Σπουδῶν». Θεσσαλονίκη.	[913, 1745, 1188, 1782]
scouts-title: Προσκοπικά νέα	[447, 1230, 574, 1247]
japan-part: 25ον	[1361, 1679, 1386, 1690]
theatres-heading: Τά θέατρα	[1203, 219, 1282, 234]
text-filler	[27, 300, 392, 303]
crossword-across-label: ΟΡΙΖΟΝΤΙΩΣ:	[408, 752, 487, 765]
date-month: ΜΑΪΟΥ	[483, 74, 538, 91]
radio-col-left	[1203, 1234, 1370, 1480]
cinema-entry: ΗΛΥΣΙΑ: Τηλ. 75-991 «Τό τελευταῖο τραῖνο».	[1203, 692, 1370, 717]
cinema-entry: ΟΛΥΜΠΙΟΝ: Τηλ. 78-075 «Ὁ ἐκδικητής».	[1203, 814, 1370, 839]
text-filler	[27, 464, 392, 467]
text-filler	[27, 537, 392, 540]
lecture-heading: ΤΟΥ Κ. Ε. ΠΑΠΑΝΟΥΤΣΟΥ	[688, 1677, 841, 1691]
japan-columns	[1203, 1694, 1544, 1966]
scouts-text: Οἱ πρόσκοποι Θεσσαλονίκης διοργανώνουν τήν Κυριακήν ἐκδρομήν εἰς τόν Χορτιάτην. Ἀναχώρησις ἐκ τῆς πλατείας Ἀριστοτέλους τήν 7ην πρωϊνήν.	[408, 1249, 613, 1310]
armed-forces-text: 7 Εἰδήσεις. 7.10 Στρατιωτικά ἐμβατήρια. 8.00 Μουσικόν πρόγραμμα. 12.00 Ἐκπομπή διά τούς στρατευμένους. 14.00 Εἰδήσεις. 16.00 Ἐλαφρά μουσική. 18.30 Ἡ ὥρα τοῦ στρατιώτου. 20.00 Εἰδήσεις. 22.00 Χορευτική μουσική.	[1377, 1374, 1544, 1473]
screening-text: Σήμερον 7 μ.μ. θά προβληθοῦν εἰς τήν αἴθουσαν τοῦ ΕΛ.ΚΕ.ΠΑ. ταινίαι μορφωτικοῦ περιεχομένου.	[913, 1513, 1188, 1539]
politics-text: ΚΑΙ ἐνῷ συνέχιζαν τίς προσφωνήσεις, ἕνας βουλευτής σηκώθηκε καί ζήτησε τόν λόγο γιά νά διαμαρτυρηθῇ ἐπί τῆς διαδικασίας. Ὁ πρόεδρος τόν διέκοψε.	[806, 302, 974, 376]
politics-text: Τόν εἶδε κάποιος μέ τίς ἀντίζηλες παρατάξεις καί τούς εἶπε: — Πόνεσα μέ τίς ὁμιλίες σας, ἀλλά ὅταν ἦρθε ἡ ὥρα τῆς ψηφοφορίας ὅλοι ἐξαφανιστήκατε!	[806, 204, 974, 277]
text-filler	[1378, 670, 1544, 673]
weekly-columns	[27, 1652, 613, 1925]
theatre-entry: ΠΑΛΛΑΣ: Τηλ. 78-316 «Ὁ Θίασος».	[1203, 310, 1370, 335]
summer-list: ΑΚΡΙΤΑΣ: «Ἐπιστροφή». ΒΑΡΝΑ: «Ἡ ὑπόσχεσις». ΕΡΜΗΣ: «Τό μυστικό». ΚΗΦΙΣΙΑ: «Ταξίδι ἀγάπης». ΜΑΞΙΜ: «Τό φεγγάρι». ΠΑΛΛΑΔΙΟΝ: «Ὁ ναύτης». ΣΑΦΑΡΙ: «Στή ζούγκλα».	[1377, 442, 1544, 529]
weekly-col-left	[27, 1652, 312, 1925]
philosophy-title: Φιλοσοφία τῶν ἄλλων	[983, 671, 1189, 718]
weekly-header	[27, 1576, 613, 1644]
cinema-entry: ΣΙΝΕΞΠ: Τηλ. 29-691 «Ταξίδι στόν ἥλιο».	[1203, 875, 1370, 901]
radio-section	[1203, 1176, 1544, 1549]
article-paragraph	[27, 138, 392, 216]
cinema-entry: ΔΙΟΝΥΣΙΑ: Τηλ. 79-321 «Ἐπιστρέφω».	[1203, 631, 1370, 656]
suburbs-list: ΑΕΛΛΑ: «Ὁ κύριος μέ τό μπαστούνι». ΑΣΤΡΟΝ: «Ἡ καταιγίδα». ΔΑΦΝΗ: «Ἀγάπες στό νησί». ΕΛΛΗΝΙΚΟΝ: «Ὁ μεγάλος ἔρωτας». ΘΕΡΜΑΪΚΟΝ: «Τά παιδιά τῆς γειτονιᾶς». ΚΡΟΝΟΣ: «Ἡ τελευταία νύχτα».	[1377, 293, 1544, 392]
cartoon-sketch	[987, 186, 1185, 306]
cinema-entry: ΑΕΛΛΩ: Τηλ. 76-621 «Ὁ ἄνθρωπος τοῦ Ρίο».	[1203, 509, 1370, 533]
program-a-heading: Α΄ ΠΡΟΓΡΑΜΜΑ	[1238, 1240, 1335, 1253]
article-paragraph: Κατά τήν διάρκειαν τῆς ὁμιλίας ὑπεγραμμίσθη ἡ σημασία τῆς πόλεως ὡς πνευματικοῦ κέντρου τοῦ Βορείου Ἑλληνισμοῦ.	[27, 935, 392, 960]
weekly-serial	[27, 1568, 613, 2344]
pharmacies-intro: Ἀπόψε θά διανυκτερεύσουν τά ἑξῆς φαρμακεῖα:	[408, 1029, 613, 1055]
text-filler	[913, 1687, 1188, 1690]
crossword-answer-label: Η ΛΥΣΙΣ ΤΟΥ ΧΘΕΣΙΝΟΥ	[439, 916, 582, 930]
serial-text: Ἀπομακρύνθηκε ἀπό τήν πόρτα καί κάθισε σέ μιά καρέκλα. Ἄρχισε νά μιλάει γιά τά γεγονότα τῆς ἡμέρας, γιά τό ἔγκλημα πού εἶχε συμβῆ καί γιά τίς ὑποψίες πού βάραιναν ἐπάνω του. Κανείς δέν τόν πίστευε καί ὅλοι τόν κοίταζαν μέ δυσπιστία.	[27, 1816, 312, 1879]
serial-continues: ΑΥΡΙΟΝ: Ἡ συνέχεια	[1432, 1954, 1544, 1966]
text-filler	[27, 290, 392, 293]
shows-columns	[1203, 213, 1544, 1165]
text-filler	[1378, 259, 1544, 262]
text-filler	[983, 477, 1189, 480]
text-filler	[27, 1807, 312, 1810]
